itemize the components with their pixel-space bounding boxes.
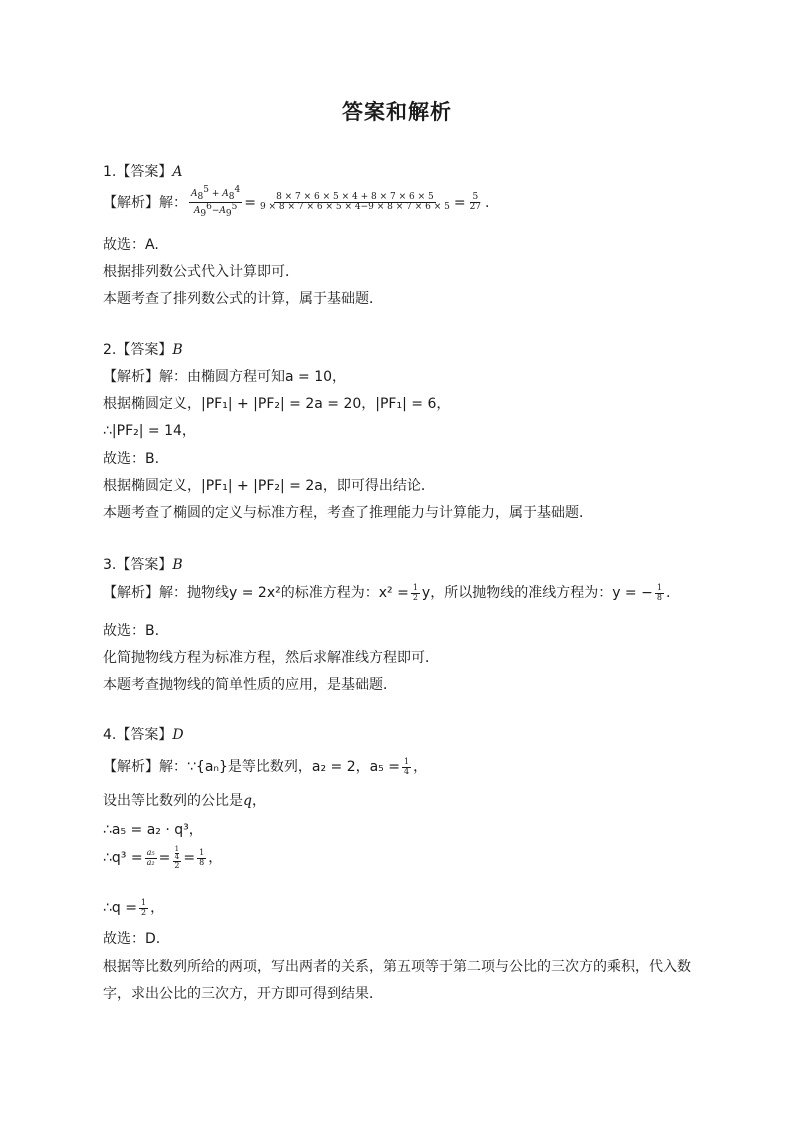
q3-answer-line [103, 555, 183, 575]
q3-fraction-1 [411, 584, 420, 602]
q1-f3-denominator: 27 [469, 202, 482, 213]
q1-f2-numerator: 8 × 7 × 6 × 5 × 4 + 8 × 7 × 6 × 5 [276, 191, 434, 202]
q4-fraction-nested [172, 846, 181, 870]
q4-f1-denominator: a₂ [146, 857, 155, 867]
q1-summary: 本题考查了排列数公式的计算，属于基础题． [103, 291, 383, 307]
q4-f3-denominator: 8 [199, 857, 205, 867]
q4-fraction-q [139, 899, 148, 917]
q1-period: . [485, 194, 490, 211]
q1-method: 根据排列数公式代入计算即可． [103, 264, 299, 280]
q4-ratio-symbol: q [243, 793, 252, 809]
q1-f1-denominator: $A_9^6-A_9^5$ [193, 202, 238, 220]
q4-fraction-a5 [402, 758, 411, 776]
q4-answer-line [103, 725, 184, 745]
q4-equals-1: = [158, 850, 171, 867]
q1-equals-2: = [453, 194, 466, 211]
q4-answer-label: 4.【答案】 [103, 727, 173, 743]
q1-answer-line [103, 162, 182, 182]
q2-solution-1: 【解析】解：由椭圆方程可知a = 10， [103, 369, 347, 385]
q1-f3-numerator: 5 [472, 191, 479, 202]
q3-f2-numerator: 1 [656, 583, 662, 593]
q4-q-line [103, 898, 164, 918]
q4-cube-text: ∴q³ = [103, 850, 143, 867]
q4-method-1: 根据等比数列所给的两项，写出两者的关系，第五项等于第二项与公比的三次方的乘积，代入数 [103, 959, 691, 975]
q4-relation: ∴a₅ = a₂ · q³， [103, 822, 203, 838]
q3-period: . [665, 585, 671, 601]
q4-solution-text: 【解析】解：∵{aₙ}是等比数列，a₂ = 2，a₅ = [103, 759, 400, 775]
q4-f3-numerator: 1 [199, 848, 205, 858]
q2-method: 根据椭圆定义，|PF₁| + |PF₂| = 2a，即可得出结论． [103, 478, 435, 494]
q1-f1-numerator: $A_8^5 + A_8^4$ [191, 185, 241, 202]
q2-summary: 本题考查了椭圆的定义与标准方程，考查了推理能力与计算能力，属于基础题． [103, 505, 593, 521]
q4-nested-numerator: 1 4 [174, 845, 180, 861]
q3-f2-denominator: 8 [656, 592, 662, 602]
q1-fraction-1 [189, 186, 242, 219]
q1-fraction-2 [258, 193, 452, 213]
q1-choice: 故选：A. [103, 237, 159, 253]
q1-solution-line [103, 186, 489, 219]
q4-method-2: 字，求出公比的三次方，开方即可得到结果． [103, 986, 383, 1002]
q1-solution-label: 【解析】解： [103, 194, 187, 211]
q4-f1-numerator: a₅ [146, 848, 155, 858]
q2-answer-line [103, 340, 183, 360]
q2-answer-label: 2.【答案】 [103, 342, 173, 358]
q2-answer-value: B [172, 342, 183, 358]
q3-summary: 本题考查抛物线的简单性质的应用，是基础题． [103, 677, 397, 693]
q1-equals-1: = [244, 194, 256, 211]
q4-q-denominator: 2 [140, 907, 147, 917]
q3-method: 化简抛物线方程为标准方程，然后求解准线方程即可． [103, 650, 439, 666]
q1-fraction-3 [468, 193, 483, 213]
q4-fraction-a5-a2 [145, 849, 157, 867]
q4-q-end: ， [150, 900, 165, 916]
q3-solution-mid: y，所以抛物线的准线方程为：y = − [421, 585, 653, 601]
q4-a5-denominator: 4 [403, 766, 410, 776]
q3-f1-numerator: 1 [412, 583, 418, 593]
q4-choice: 故选：D. [103, 931, 161, 947]
q1-answer-value: A [172, 164, 183, 180]
q1-f2-denominator: 9 × 8 × 7 × 6 × 5 × 4−9 × 8 × 7 × 6 × 5 [259, 202, 450, 213]
q4-answer-value: D [172, 727, 184, 743]
q4-fraction-result [197, 849, 206, 867]
q2-solution-2: 根据椭圆定义，|PF₁| + |PF₂| = 2a = 20，|PF₁| = 6， [103, 396, 451, 412]
q1-answer-label: 1.【答案】 [103, 164, 173, 180]
q4-a5-numerator: 1 [403, 757, 410, 767]
q3-answer-value: B [172, 557, 183, 573]
q4-q-numerator: 1 [140, 898, 147, 908]
q4-ratio-text: 设出等比数列的公比是 [103, 793, 243, 809]
q4-ratio-line [103, 791, 266, 811]
q2-choice: 故选：B. [103, 451, 160, 467]
q4-solution-line [103, 757, 427, 777]
q3-choice: 故选：B. [103, 623, 160, 639]
q3-answer-label: 3.【答案】 [103, 557, 173, 573]
q2-solution-3: ∴|PF₂| = 14， [103, 423, 196, 439]
q4-nested-denominator: 2 [174, 861, 180, 870]
page-title: 答案和解析 [342, 99, 452, 124]
q4-ratio-end: ， [251, 793, 266, 809]
q3-f1-denominator: 2 [412, 592, 418, 602]
q3-solution-text: 【解析】解：抛物线y = 2x²的标准方程为：x² = [103, 585, 409, 601]
q3-fraction-2 [655, 584, 664, 602]
q4-cube-line [103, 846, 222, 870]
q4-equals-2: = [183, 850, 196, 867]
q4-q-text: ∴q = [103, 900, 137, 916]
q4-solution-end: ， [413, 759, 428, 775]
q4-cube-end: ， [208, 850, 223, 867]
q3-solution-line [103, 583, 670, 603]
